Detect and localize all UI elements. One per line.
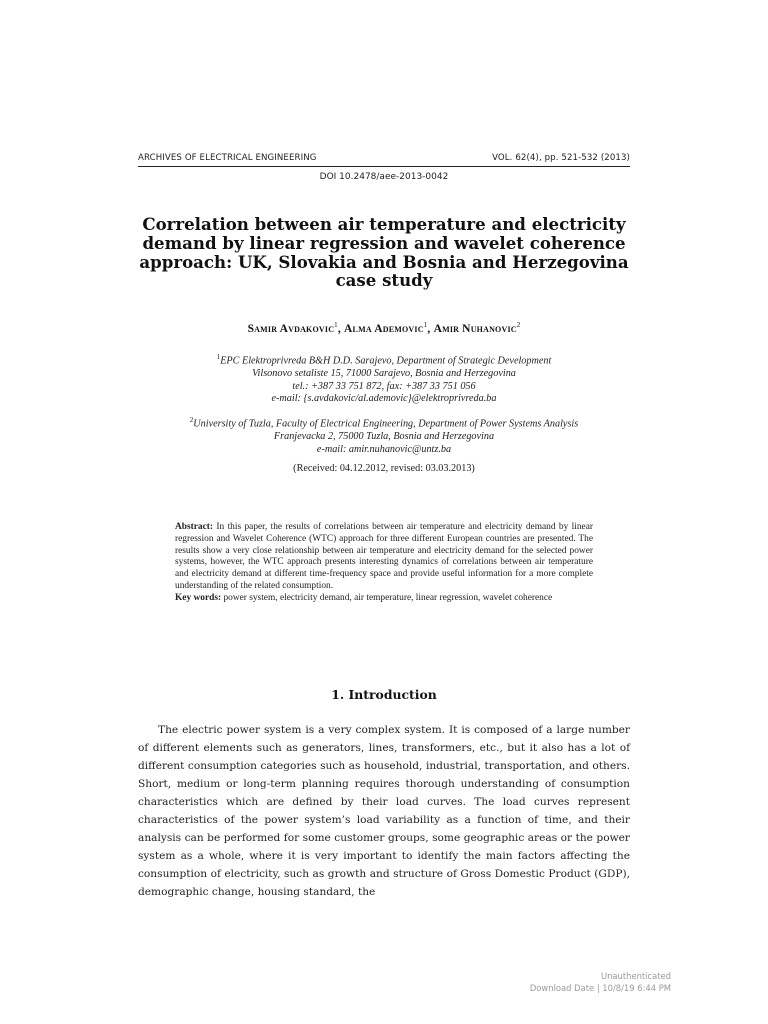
title-line: approach: UK, Slovakia and Bosnia and Herzegovina bbox=[139, 251, 629, 272]
affiliation-email: e-mail: amir.nuhanovic@untz.ba bbox=[316, 443, 452, 455]
abstract-paragraph bbox=[175, 522, 593, 593]
keywords-label: Key words: bbox=[175, 592, 222, 603]
title-line: case study bbox=[335, 270, 433, 291]
download-footer bbox=[530, 970, 671, 994]
running-head bbox=[138, 153, 630, 163]
affiliation-line: Vilsonovo setaliste 15, 71000 Sarajevo, Bosnia and Herzegovina bbox=[252, 367, 516, 379]
author-affil-mark: 2 bbox=[516, 321, 521, 329]
keywords-paragraph bbox=[175, 593, 593, 605]
affiliation-2 bbox=[120, 414, 648, 456]
abstract-label: Abstract: bbox=[175, 522, 214, 532]
affiliation-line: Franjevacka 2, 75000 Tuzla, Bosnia and Herzegovina bbox=[273, 430, 495, 442]
intro-paragraph: The electric power system is a very complex system. It is composed of a large number of different elements such as generators, lines, transformers, etc., but it also has a lot of different consumption categories such as household, industrial, transportation, and others. Short, medium or long-term planning requires thorough understanding of consumption characteristics which are defined by their load curves. The load curves represent characteristics of the power system’s load variability as a function of time, and their analysis can be performed for some customer groups, some geographic areas or the power system as a whole, where it is very important to identify the main factors affecting the consumption of electricity, such as growth and structure of Gross Domestic Product (GDP), demographic change, housing standard, the bbox=[138, 724, 630, 899]
paper-title bbox=[130, 215, 638, 290]
author-name: Samir Avdakovic bbox=[247, 322, 335, 335]
title-line: Correlation between air temperature and electricity bbox=[142, 214, 626, 234]
volume-info: VOL. 62(4), pp. 521-532 (2013) bbox=[492, 153, 630, 163]
section-heading: 1. Introduction bbox=[331, 687, 437, 702]
affiliation-line bbox=[120, 414, 648, 431]
download-date: Download Date | 10/8/19 6:44 PM bbox=[529, 983, 671, 993]
doi-line: DOI 10.2478/aee-2013-0042 bbox=[319, 172, 449, 182]
author-name: Amir Nuhanovic bbox=[433, 322, 517, 335]
affiliation-mark: 2 bbox=[189, 416, 194, 424]
intro-body bbox=[138, 721, 630, 901]
author-name: Alma Ademovic bbox=[344, 322, 424, 335]
author-list: Samir Avdakovic$^1$, Alma Ademovic$^1$, Amir Nuhanovic$^2$ bbox=[247, 321, 521, 335]
journal-name: ARCHIVES OF ELECTRICAL ENGINEERING bbox=[138, 153, 317, 163]
header-rule bbox=[138, 166, 630, 167]
affiliation-1 bbox=[120, 351, 648, 406]
received-dates: (Received: 04.12.2012, revised: 03.03.2013) bbox=[293, 463, 475, 474]
abstract-block bbox=[175, 522, 593, 605]
title-line: demand by linear regression and wavelet coherence bbox=[142, 232, 626, 253]
affiliation-text: University of Tuzla, Faculty of Electrical Engineering, Department of Power Systems Analysis bbox=[193, 418, 579, 430]
affiliation-text: EPC Elektroprivreda B&H D.D. Sarajevo, Department of Strategic Development bbox=[220, 355, 552, 367]
author-affil-mark: 1 bbox=[334, 321, 338, 329]
affiliation-line bbox=[120, 351, 648, 368]
abstract-text: In this paper, the results of correlations between air temperature and electricity demand by linear regression and Wavelet Coherence (WTC) approach for three different European countries are presented. The results show a very close relationship between air temperature and electricity demand for the selected power systems, however, the WTC approach presents interesting dynamics of correlations between air temperature and electricity demand at different time-frequency space and provide useful information for a more complete understanding of the related consumption. bbox=[175, 522, 593, 591]
affiliation-mark: 1 bbox=[216, 353, 221, 361]
affiliation-line: tel.: +387 33 751 872, fax: +387 33 751 056 bbox=[292, 380, 476, 392]
affiliation-email: e-mail: {s.avdakovic/al.ademovic}@elektroprivreda.ba bbox=[271, 393, 497, 405]
keywords-text: power system, electricity demand, air temperature, linear regression, wavelet coherence bbox=[223, 592, 553, 603]
auth-status: Unauthenticated bbox=[600, 971, 671, 981]
author-affil-mark: 1 bbox=[423, 321, 428, 329]
